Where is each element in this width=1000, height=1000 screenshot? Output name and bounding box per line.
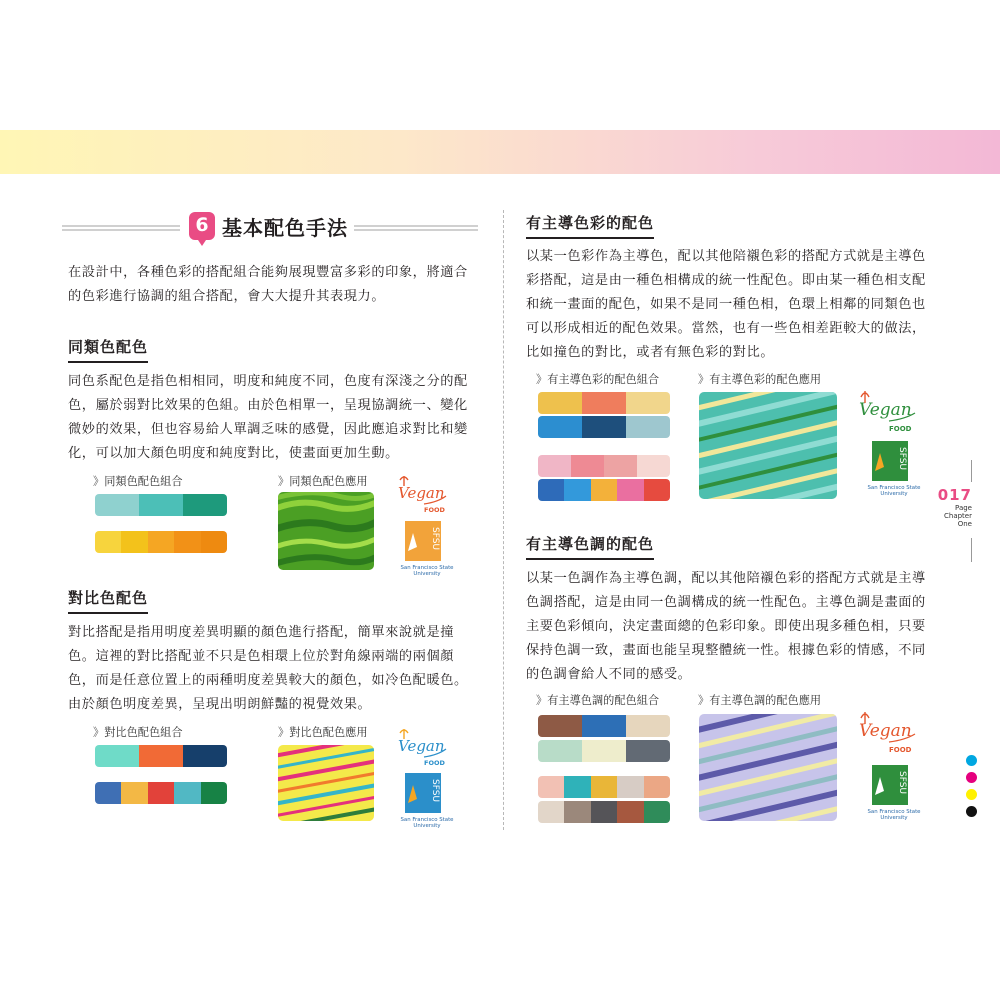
palette-swatch [139, 494, 183, 516]
caption-dominant-color-combo: 》有主導色彩的配色組合 [536, 373, 660, 386]
palette-dominant-color-3 [538, 455, 670, 477]
palette-swatch [564, 801, 590, 823]
palette-swatch [564, 479, 590, 501]
palette-dominant-color-2 [538, 416, 670, 438]
yellow-dot [966, 789, 977, 800]
palette-dominant-tone-2 [538, 740, 670, 762]
palette-dominant-tone-4 [538, 801, 670, 823]
caption-contrast-apply: 》對比色配色應用 [278, 726, 368, 739]
heading-contrast-colors: 對比色配色 [68, 587, 148, 614]
magenta-dot [966, 772, 977, 783]
palette-swatch [538, 479, 564, 501]
svg-text:SFSU: SFSU [897, 447, 907, 471]
caption-similar-combo: 》同類色配色組合 [93, 475, 183, 488]
palette-swatch [538, 455, 571, 477]
palette-swatch [201, 782, 227, 804]
palette-swatch [95, 782, 121, 804]
cyan-dot [966, 755, 977, 766]
palette-swatch [617, 479, 643, 501]
page-number-block: 017 Page Chapter One [937, 486, 972, 528]
palette-swatch [148, 531, 174, 553]
palette-swatch [538, 416, 582, 438]
palette-swatch [174, 531, 200, 553]
palette-swatch [538, 715, 582, 737]
sfsu-logo: SFSU San Francisco State University [872, 765, 916, 825]
palette-swatch [174, 782, 200, 804]
svg-text:SFSU: SFSU [897, 771, 907, 795]
caption-dominant-tone-combo: 》有主導色調的配色組合 [536, 694, 660, 707]
svg-text:Vegan: Vegan [398, 737, 445, 755]
caption-similar-apply: 》同類色配色應用 [278, 475, 368, 488]
page-title: 基本配色手法 [222, 216, 348, 240]
svg-text:Vegan: Vegan [859, 721, 912, 741]
vegan-food-logo [853, 389, 912, 433]
palette-swatch [95, 531, 121, 553]
section-title-block [62, 210, 478, 244]
palette-swatch [538, 392, 582, 414]
title-rule-left [62, 225, 180, 231]
palette-swatch [148, 782, 174, 804]
dominant-color-pattern-image [699, 392, 837, 499]
dominant-color-paragraph: 以某一色彩作為主導色，配以其他陪襯色彩的搭配方式就是主導色 彩搭配，這是由一種色相構成的統一性配色。即由某一種色相支配 和統一畫面的配色，如果不是同一種色相，色環上相鄰的同類色也 可以形成相近的配色效果。當然，也有一些色相差距較大的做法， 比如撞色的對比，或者有無色彩的對比。 [526, 249, 926, 360]
section-number-badge: 6 [189, 212, 215, 240]
palette-swatch [95, 494, 139, 516]
svg-text:FOOD: FOOD [889, 425, 912, 433]
palette-dominant-color-1 [538, 392, 670, 414]
heading-dominant-color: 有主導色彩的配色 [526, 212, 654, 239]
palette-swatch [201, 531, 227, 553]
svg-text:SFSU: SFSU [430, 779, 440, 803]
palette-swatch [95, 745, 139, 767]
palette-similar-2 [95, 531, 227, 553]
palette-swatch [591, 479, 617, 501]
palette-dominant-color-4 [538, 479, 670, 501]
cmyk-registration-dots [966, 755, 977, 823]
sfsu-logo: SFSU San Francisco State University [405, 773, 449, 833]
svg-text:FOOD: FOOD [889, 746, 912, 754]
palette-swatch [183, 494, 227, 516]
page-num-rule-bottom [971, 538, 972, 562]
palette-swatch [617, 801, 643, 823]
palette-swatch [571, 455, 604, 477]
black-dot [966, 806, 977, 817]
heading-similar-colors: 同類色配色 [68, 336, 148, 363]
page-num-rule-top [971, 460, 972, 482]
svg-text:SFSU: SFSU [430, 527, 440, 551]
palette-dominant-tone-1 [538, 715, 670, 737]
palette-swatch [604, 455, 637, 477]
svg-text:Vegan: Vegan [859, 400, 912, 420]
palette-swatch [626, 715, 670, 737]
palette-swatch [139, 745, 183, 767]
vegan-food-logo [394, 727, 450, 771]
title-rule-right [354, 225, 478, 231]
intro-paragraph: 在設計中，各種色彩的搭配組合能夠展現豐富多彩的印象，將適合 的色彩進行協調的組合搭配，會大大提升其表現力。 [68, 265, 468, 304]
column-divider [503, 210, 504, 830]
caption-contrast-combo: 》對比色配色組合 [93, 726, 183, 739]
sfsu-logo: SFSU San Francisco State University [872, 441, 916, 501]
palette-swatch [591, 801, 617, 823]
vegan-food-logo [853, 710, 912, 754]
palette-swatch [637, 455, 670, 477]
palette-swatch [626, 740, 670, 762]
palette-similar-1 [95, 494, 227, 516]
palette-contrast-1 [95, 745, 227, 767]
palette-swatch [644, 776, 670, 798]
caption-dominant-tone-apply: 》有主導色調的配色應用 [698, 694, 822, 707]
palette-swatch [626, 392, 670, 414]
contrast-colors-paragraph: 對比搭配是指用明度差異明顯的顏色進行搭配，簡單來說就是撞 色。這裡的對比搭配並不只是色相環上位於對角線兩端的兩個顏 色，而是任意位置上的兩種明度差異較大的顏色，如冷色配暖色。 由於顏色明度差異，呈現出明朗鮮豔的視覺效果。 [68, 625, 468, 712]
vegan-food-logo [394, 474, 450, 518]
header-gradient-band [0, 130, 1000, 174]
svg-text:Vegan: Vegan [398, 484, 445, 502]
palette-swatch [644, 801, 670, 823]
contrast-pattern-image [278, 745, 374, 821]
palette-swatch [564, 776, 590, 798]
palette-swatch [591, 776, 617, 798]
palette-swatch [183, 745, 227, 767]
svg-text:FOOD: FOOD [424, 759, 445, 767]
palette-swatch [121, 531, 147, 553]
palette-swatch [538, 801, 564, 823]
palette-swatch [582, 392, 626, 414]
palette-swatch [626, 416, 670, 438]
page-number: 017 [937, 486, 972, 504]
dominant-tone-pattern-image [699, 714, 837, 821]
similar-pattern-image [278, 492, 374, 570]
dominant-tone-paragraph: 以某一色調作為主導色調，配以其他陪襯色彩的搭配方式就是主導 色調搭配，這是由同一色調構成的統一性配色。主導色調是畫面的 主要色彩傾向，決定畫面總的色彩印象。即使出現多種色相，只要 保持色調一致，畫面也能呈現整體統一性。根據色彩的情感，不同 的色調會給人不同的感受。 [526, 571, 926, 682]
palette-dominant-tone-3 [538, 776, 670, 798]
palette-swatch [582, 715, 626, 737]
palette-swatch [582, 416, 626, 438]
similar-colors-paragraph: 同色系配色是指色相相同，明度和純度不同，色度有深淺之分的配 色，屬於弱對比效果的色組。由於色相單一，呈現協調統一、變化 微妙的效果，但也容易給人單調乏味的感覺，因此應追求對比和變 化，可以加大顏色明度和純度對比，使畫面更加生動。 [68, 374, 468, 461]
heading-dominant-tone: 有主導色調的配色 [526, 533, 654, 560]
palette-swatch [582, 740, 626, 762]
palette-swatch [538, 776, 564, 798]
palette-swatch [644, 479, 670, 501]
palette-swatch [538, 740, 582, 762]
sfsu-logo: SFSU San Francisco State University [405, 521, 449, 581]
caption-dominant-color-apply: 》有主導色彩的配色應用 [698, 373, 822, 386]
palette-swatch [121, 782, 147, 804]
svg-text:FOOD: FOOD [424, 506, 445, 514]
palette-contrast-2 [95, 782, 227, 804]
palette-swatch [617, 776, 643, 798]
